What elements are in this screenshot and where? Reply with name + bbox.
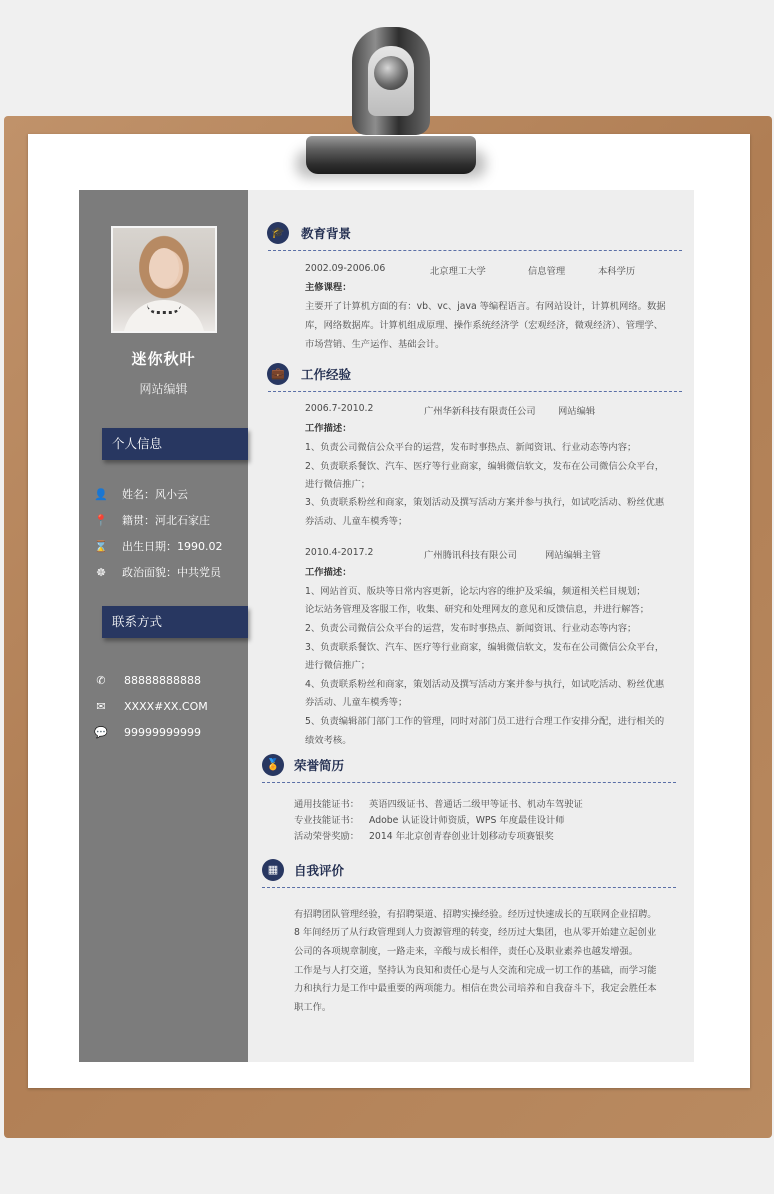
contact-tab: 联系方式 — [102, 606, 248, 638]
honors-title: 荣誉简历 — [294, 758, 345, 773]
info-political-text: 政治面貌：中共党员 — [122, 566, 221, 579]
honors-header — [262, 754, 344, 776]
education-header — [267, 222, 351, 244]
wechat-icon: 💬 — [94, 725, 108, 739]
job-line: 2、负责公司微信公众平台的运营，发布时事热点、新闻资讯、行业动态等内容； — [305, 623, 637, 634]
honors-divider — [262, 782, 676, 783]
job-line: 论坛站务管理及客服工作，收集、研究和处理网友的意见和反馈信息，并进行解答； — [305, 604, 649, 615]
info-row-political — [94, 564, 221, 580]
photo-neckline — [147, 304, 181, 314]
job-position: 网站编辑主管 — [545, 550, 601, 561]
job-line: 3、负责联系餐饮、汽车、医疗等行业商家，编辑微信软文，发布在公司微信公众平台， — [305, 642, 665, 653]
self-eval-line: 职工作。 — [294, 1002, 332, 1013]
contact-row-wechat — [94, 724, 201, 740]
binder-clip-bolt — [374, 56, 408, 90]
self-eval-line: 力和执行力是工作中最重要的两项能力。相信在贵公司培养和自我奋斗下，我定会胜任本 — [294, 983, 657, 994]
job-line: 4、负责联系粉丝和商家，策划活动及撰写活动方案并参与执行，如试吃活动、粉丝优惠 — [305, 679, 665, 690]
personal-info-tab: 个人信息 — [102, 428, 248, 460]
self-eval-title: 自我评价 — [294, 863, 345, 878]
job-line: 券活动、儿童车模秀等； — [305, 697, 408, 708]
contact-wechat-text: 99999999999 — [124, 725, 201, 739]
info-row-name — [94, 486, 188, 502]
contact-row-phone — [94, 672, 201, 688]
honor-label: 专业技能证书： — [294, 815, 360, 826]
education-major: 信息管理 — [528, 266, 566, 277]
phone-icon: ✆ — [96, 673, 106, 687]
info-row-hometown — [94, 512, 210, 528]
self-eval-line: 8 年间经历了从行政管理到人力资源管理的转变，经历过大集团，也从零开始建立起创业 — [294, 927, 657, 938]
profile-photo — [111, 226, 217, 333]
education-line: 主要开了计算机方面的有：vb、vc、java 等编程语言。有网站设计，计算机网络。数据 — [305, 301, 666, 312]
job-line: 1、负责公司微信公众平台的运营，发布时事热点、新闻资讯、行业动态等内容； — [305, 442, 637, 453]
profile-name: 迷你秋叶 — [131, 350, 196, 368]
job-line: 进行微信推广； — [305, 660, 371, 671]
job-company: 广州华新科技有限责任公司 — [424, 406, 536, 417]
photo-face — [149, 248, 179, 288]
self-eval-divider — [262, 887, 676, 888]
education-divider — [268, 250, 682, 251]
briefcase-icon: 💼 — [267, 363, 289, 385]
job-line: 进行微信推广； — [305, 479, 371, 490]
person-icon: 👤 — [94, 487, 108, 501]
education-line: 市场营销、生产运作、基础会计。 — [305, 339, 445, 350]
job-line: 2、负责联系餐饮、汽车、医疗等行业商家，编辑微信软文，发布在公司微信公众平台， — [305, 461, 665, 472]
job-desc-label: 工作描述： — [305, 567, 352, 578]
education-degree: 本科学历 — [598, 266, 636, 277]
location-pin-icon: 📍 — [94, 513, 108, 527]
education-courses-label: 主修课程： — [305, 282, 352, 293]
contact-email-text: XXXX#XX.COM — [124, 699, 208, 713]
honor-value: Adobe 认证设计师资质，WPS 年度最佳设计师 — [369, 815, 565, 826]
self-eval-line: 工作是与人打交道，坚持认为良知和责任心是与人交流和完成一切工作的基础，而学习能 — [294, 965, 657, 976]
profile-role: 网站编辑 — [139, 382, 188, 396]
hourglass-icon: ⌛ — [94, 539, 108, 553]
work-title: 工作经验 — [301, 367, 352, 382]
job-position: 网站编辑 — [558, 406, 596, 417]
info-hometown-text: 籍贯：河北石家庄 — [122, 514, 210, 527]
honor-value: 英语四级证书、普通话二级甲等证书、机动车驾驶证 — [369, 799, 583, 810]
honor-label: 通用技能证书： — [294, 799, 360, 810]
evaluation-icon: ▦ — [262, 859, 284, 881]
job-line: 3、负责联系粉丝和商家，策划活动及撰写活动方案并参与执行，如试吃活动、粉丝优惠 — [305, 497, 665, 508]
job-line: 1、网站首页、版块等日常内容更新，论坛内容的维护及采编，频道相关栏目规划； — [305, 586, 646, 597]
job-desc-label: 工作描述： — [305, 423, 352, 434]
job-period: 2006.7-2010.2 — [305, 403, 374, 414]
self-eval-header — [262, 859, 344, 881]
political-icon: ☸ — [96, 565, 106, 579]
education-title: 教育背景 — [301, 226, 352, 241]
info-birth-text: 出生日期：1990.02 — [122, 540, 223, 553]
education-line: 库，网络数据库。计算机组成原理、操作系统经济学（宏观经济，微观经济）、管理学、 — [305, 320, 663, 331]
info-row-birth — [94, 538, 223, 554]
honor-label: 活动荣誉奖励： — [294, 831, 360, 842]
self-eval-line: 有招聘团队管理经验，有招聘渠道、招聘实操经验。经历过快速成长的互联网企业招聘。 — [294, 909, 657, 920]
education-period: 2002.09-2006.06 — [305, 263, 386, 274]
job-period: 2010.4-2017.2 — [305, 547, 374, 558]
work-header — [267, 363, 351, 385]
contact-phone-text: 88888888888 — [124, 673, 201, 687]
job-line: 5、负责编辑部门部门工作的管理，同时对部门员工进行合理工作安排分配，进行相关的 — [305, 716, 665, 727]
education-school: 北京理工大学 — [430, 266, 486, 277]
medal-icon: 🏅 — [262, 754, 284, 776]
self-eval-line: 公司的各项规章制度，一路走来，辛酸与成长相伴，责任心及职业素养也越发增强。 — [294, 946, 638, 957]
binder-clip-icon — [306, 136, 476, 174]
job-line: 绩效考核。 — [305, 735, 352, 746]
job-line: 券活动、儿童车模秀等； — [305, 516, 408, 527]
work-divider — [268, 391, 682, 392]
contact-row-email — [94, 698, 208, 714]
job-company: 广州腾讯科技有限公司 — [424, 550, 517, 561]
info-name-text: 姓名：风小云 — [122, 488, 188, 501]
graduation-cap-icon: 🎓 — [267, 222, 289, 244]
honor-value: 2014 年北京创青春创业计划移动专项赛银奖 — [369, 831, 554, 842]
mail-icon: ✉ — [96, 699, 106, 713]
